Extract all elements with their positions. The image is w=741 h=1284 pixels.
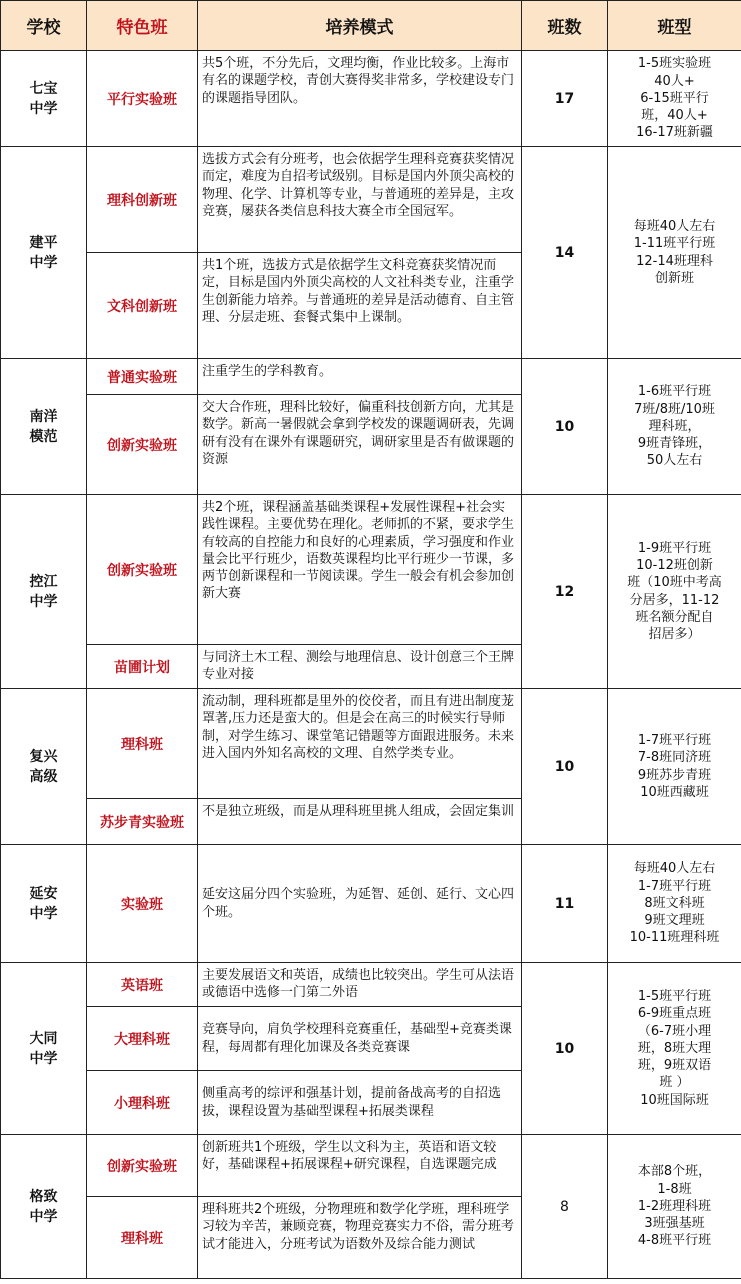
table-row bbox=[1, 147, 741, 253]
class-type: 1-7班平行班 7-8班同济班 9班苏步青班 10班西藏班 bbox=[608, 689, 741, 845]
class-name: 大理科班 bbox=[87, 1007, 198, 1071]
class-name: 苗圃计划 bbox=[87, 645, 198, 689]
class-count: 14 bbox=[522, 147, 608, 359]
class-name: 平行实验班 bbox=[87, 51, 198, 147]
class-mode: 不是独立班级，而是从理科班里挑人组成，会固定集训 bbox=[198, 799, 522, 845]
class-type: 1-5班平行班 6-9班重点班 （6-7班小理 班，8班大理 班，9班双语 班 ） 10班国际班 bbox=[608, 963, 741, 1135]
table-row bbox=[1, 359, 741, 395]
table-row bbox=[1, 689, 741, 799]
header-school: 学校 bbox=[1, 1, 87, 51]
class-mode: 创新班共1个班级，学生以文科为主，英语和语文较好，基础课程+拓展课程+研究课程，自选课题完成 bbox=[198, 1135, 522, 1197]
class-mode: 延安这届分四个实验班，为延智、延创、延行、文心四个班。 bbox=[198, 845, 522, 963]
class-type: 1-5班实验班 40人+ 6-15班平行 班，40人+ 16-17班新疆 bbox=[608, 51, 741, 147]
header-class: 特色班 bbox=[87, 1, 198, 51]
class-name: 普通实验班 bbox=[87, 359, 198, 395]
school-name: 延安 中学 bbox=[1, 845, 87, 963]
school-name: 建平 中学 bbox=[1, 147, 87, 359]
class-name: 文科创新班 bbox=[87, 253, 198, 359]
class-mode: 竞赛导向，肩负学校理科竞赛重任，基础型+竞赛类课程，每周都有理化加课及各类竞赛课 bbox=[198, 1007, 522, 1071]
header-mode: 培养模式 bbox=[198, 1, 522, 51]
class-count: 11 bbox=[522, 845, 608, 963]
table-row bbox=[1, 495, 741, 645]
class-count: 10 bbox=[522, 689, 608, 845]
class-mode: 流动制，理科班都是里外的佼佼者，而且有进出制度茏罩著,压力还是蛮大的。但是会在高三的时候实行导师制，对学生练习、课堂笔记错题等方面跟进服务。未来进入国内外知名高校的文理、自然学类专业。 bbox=[198, 689, 522, 799]
class-type: 1-6班平行班 7班/8班/10班 理科班， 9班青锋班， 50人左右 bbox=[608, 359, 741, 495]
school-name: 复兴 高级 bbox=[1, 689, 87, 845]
class-name: 创新实验班 bbox=[87, 495, 198, 645]
school-name: 南洋 模范 bbox=[1, 359, 87, 495]
class-count: 10 bbox=[522, 359, 608, 495]
school-name: 大同 中学 bbox=[1, 963, 87, 1135]
table-row bbox=[1, 1135, 741, 1197]
class-type: 每班40人左右 1-7班平行班 8班文科班 9班文理班 10-11班理科班 bbox=[608, 845, 741, 963]
class-mode: 共2个班，课程涵盖基础类课程+发展性课程+社会实践性课程。主要优势在理化。老师抓的不紧，要求学生有较高的自控能力和良好的心理素质，学习强度和作业量会比平行班少，语数英课程均比平行班少一节课，多两节创新课程和一节阅读课。学生一般会有机会参加创新大赛 bbox=[198, 495, 522, 645]
class-count: 10 bbox=[522, 963, 608, 1135]
header-row bbox=[1, 1, 741, 51]
class-name: 苏步青实验班 bbox=[87, 799, 198, 845]
class-name: 创新实验班 bbox=[87, 395, 198, 495]
table-row bbox=[1, 51, 741, 147]
class-type: 1-9班平行班 10-12班创新 班（10班中考高 分居多，11-12 班名额分配自 招居多） bbox=[608, 495, 741, 689]
table-row bbox=[1, 963, 741, 1007]
school-name: 七宝 中学 bbox=[1, 51, 87, 147]
class-name: 实验班 bbox=[87, 845, 198, 963]
class-name: 理科班 bbox=[87, 1197, 198, 1279]
class-name: 英语班 bbox=[87, 963, 198, 1007]
class-count: 17 bbox=[522, 51, 608, 147]
class-mode: 理科班共2个班级，分物理班和数学化学班，理科班学习较为辛苦，兼顾竞赛，物理竞赛实力不俗，需分班考试才能进入，分班考试为语数外及综合能力测试 bbox=[198, 1197, 522, 1279]
class-mode: 侧重高考的综评和强基计划，提前备战高考的自招选拔，课程设置为基础型课程+拓展类课程 bbox=[198, 1071, 522, 1135]
class-count: 12 bbox=[522, 495, 608, 689]
class-mode: 与同济土木工程、测绘与地理信息、设计创意三个王牌专业对接 bbox=[198, 645, 522, 689]
class-count: 8 bbox=[522, 1135, 608, 1279]
class-name: 理科班 bbox=[87, 689, 198, 799]
class-name: 创新实验班 bbox=[87, 1135, 198, 1197]
header-type: 班型 bbox=[608, 1, 741, 51]
school-name: 控江 中学 bbox=[1, 495, 87, 689]
class-type: 每班40人左右 1-11班平行班 12-14班理科 创新班 bbox=[608, 147, 741, 359]
class-mode: 选拔方式会有分班考，也会依据学生理科竞赛获奖情况而定，难度为自招考试级别。目标是国内外顶尖高校的物理、化学、计算机等专业，与普通班的差异是，主攻竞赛，屡获各类信息科技大赛全市全国冠军。 bbox=[198, 147, 522, 253]
class-mode: 共5个班，不分先后，文理均衡，作业比较多。上海市有名的课题学校，青创大赛得奖非常多，学校建设专门的课题指导团队。 bbox=[198, 51, 522, 147]
class-mode: 交大合作班，理科比较好，偏重科技创新方向，尤其是数学。新高一暑假就会拿到学校发的课题调研表，先调研有没有在课外有课题研究，调研家里是否有做课题的资源 bbox=[198, 395, 522, 495]
class-name: 理科创新班 bbox=[87, 147, 198, 253]
class-mode: 注重学生的学科教育。 bbox=[198, 359, 522, 395]
table-row bbox=[1, 845, 741, 963]
class-name: 小理科班 bbox=[87, 1071, 198, 1135]
class-mode: 共1个班，选拔方式是依据学生文科竞赛获奖情况而定，目标是国内外顶尖高校的人文社科类专业，注重学生创新能力培养。与普通班的差异是活动德育、自主管理、分层走班、套餐式集中上课制。 bbox=[198, 253, 522, 359]
class-type: 本部8个班， 1-8班 1-2班理科班 3班强基班 4-8班平行班 bbox=[608, 1135, 741, 1279]
header-count: 班数 bbox=[522, 1, 608, 51]
class-mode: 主要发展语文和英语，成绩也比较突出。学生可从法语或德语中选修一门第二外语 bbox=[198, 963, 522, 1007]
school-name: 格致 中学 bbox=[1, 1135, 87, 1279]
